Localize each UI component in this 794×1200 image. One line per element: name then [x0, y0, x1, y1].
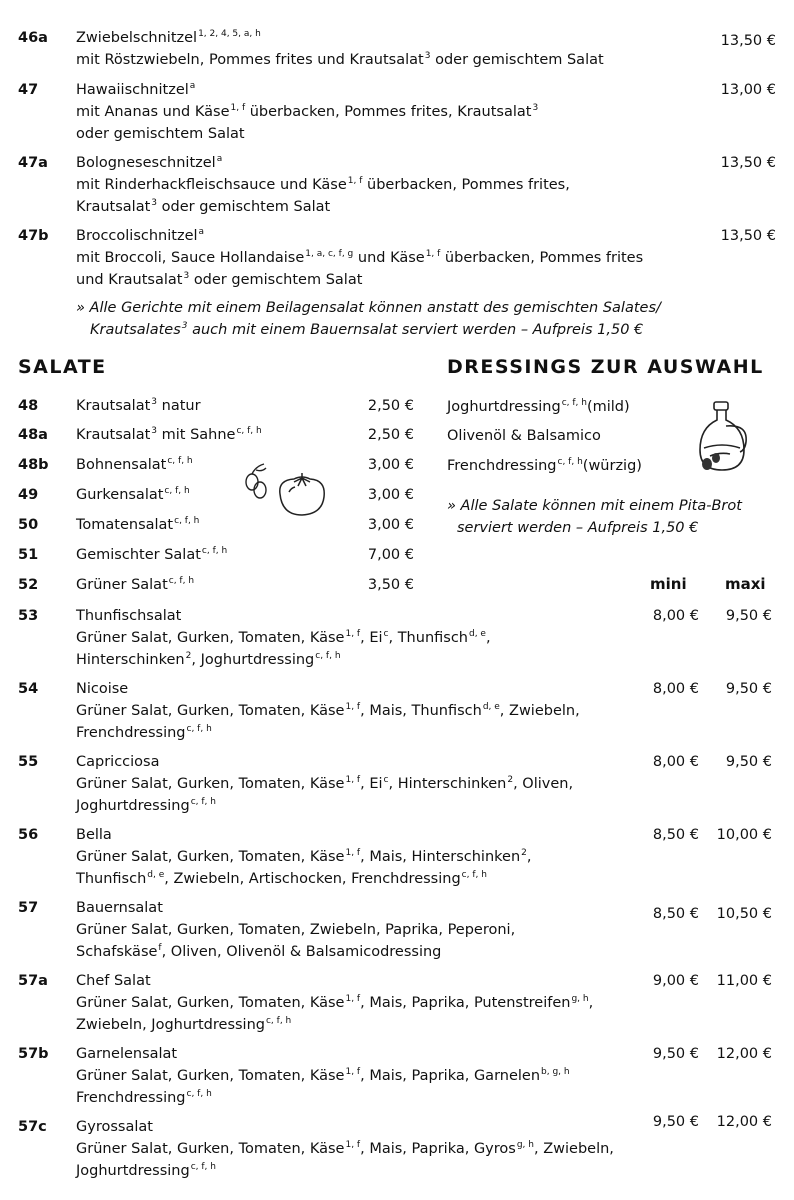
salad-name — [76, 514, 199, 536]
allergen-codes: c, f, h — [190, 1162, 216, 1172]
salad-number: 50 — [18, 517, 39, 533]
salad-price: 2,50 € — [367, 398, 414, 414]
price-mini: 8,00 € — [652, 608, 699, 624]
allergen-codes: 3 — [181, 321, 188, 331]
dish-description: mit Rinderhackfleischsauce und Käse — [76, 177, 347, 193]
dish-text — [76, 152, 570, 218]
price-maxi: 9,50 € — [725, 608, 772, 624]
allergen-codes: 1, f — [425, 249, 441, 259]
allergen-codes: 1, f — [347, 176, 363, 186]
ingredients: Frenchdressing — [76, 725, 186, 741]
ingredients: Grüner Salat, Gurken, Tomaten, Zwiebeln, Paprika, Peperoni, — [76, 922, 516, 938]
salad-name: Thunfischsalat — [76, 608, 182, 624]
allergen-codes: c, f, h — [557, 457, 583, 467]
ingredients: , Zwiebeln, — [533, 1141, 614, 1157]
list-item — [18, 424, 414, 446]
salad-text — [76, 678, 580, 744]
dish-price: 13,50 € — [720, 33, 776, 49]
ingredients: Grüner Salat, Gurken, Tomaten, Käse — [76, 849, 345, 865]
mini-label: mini — [650, 575, 687, 593]
list-item — [18, 574, 414, 596]
salad-number: 55 — [18, 754, 39, 770]
salad-name-text: Krautsalat — [76, 398, 151, 414]
salad-name — [76, 544, 227, 566]
allergen-codes: 1, f — [345, 994, 361, 1004]
tomato-icon — [272, 470, 332, 520]
salad-name — [76, 395, 201, 417]
salad-text — [76, 605, 491, 671]
list-item — [447, 455, 642, 477]
salad-number: 48a — [18, 427, 48, 443]
allergen-codes: g, h — [571, 994, 589, 1004]
ingredients: , — [526, 849, 532, 865]
allergen-codes: c, f, h — [168, 576, 195, 586]
list-item — [447, 396, 630, 418]
price-maxi: 10,50 € — [716, 906, 772, 922]
salad-number: 56 — [18, 827, 39, 843]
ingredients: , Joghurtdressing — [191, 652, 315, 668]
salad-name: Bauernsalat — [76, 900, 163, 916]
ingredients: Schafskäse — [76, 944, 158, 960]
dressing-note: (mild) — [586, 399, 630, 415]
allergen-codes: c, f, h — [186, 1089, 212, 1099]
dish-description: mit Broccoli, Sauce Hollandaise — [76, 250, 305, 266]
list-item — [18, 454, 414, 476]
ingredients: Joghurtdressing — [76, 1163, 190, 1179]
salad-number: 52 — [18, 577, 39, 593]
dish-name: Hawaiischnitzel — [76, 82, 189, 98]
allergen-codes: 2 — [185, 651, 192, 661]
salad-name-text: Tomatensalat — [76, 517, 174, 533]
allergen-codes: 3 — [424, 51, 431, 61]
salad-number: 48 — [18, 398, 39, 414]
dish-price: 13,50 € — [720, 228, 776, 244]
dressing-name: Frenchdressing — [447, 458, 557, 474]
salad-number: 53 — [18, 608, 39, 624]
salad-price: 3,00 € — [367, 457, 414, 473]
allergen-codes: c, f, h — [561, 398, 587, 408]
ingredients: , Oliven, Olivenöl & Balsamicodressing — [161, 944, 442, 960]
salad-name: Capricciosa — [76, 754, 160, 770]
salad-text — [76, 824, 531, 890]
ingredients: Grüner Salat, Gurken, Tomaten, Käse — [76, 995, 345, 1011]
dish-number: 47b — [18, 228, 49, 244]
salad-number: 51 — [18, 547, 39, 563]
note-line: serviert werden – Aufpreis 1,50 € — [457, 520, 699, 536]
ingredients: , — [485, 630, 491, 646]
price-maxi: 9,50 € — [725, 681, 772, 697]
note-line: » Alle Salate können mit einem Pita-Brot — [447, 498, 742, 514]
salad-price: 2,50 € — [367, 427, 414, 443]
oil-bottle-icon — [690, 398, 754, 476]
ingredients: , Mais, Hinterschinken — [360, 849, 521, 865]
allergen-codes: 1, a, c, f, g — [305, 249, 354, 259]
price-maxi: 10,00 € — [716, 827, 772, 843]
salad-name-text: Krautsalat — [76, 427, 151, 443]
allergen-codes: 3 — [532, 103, 539, 113]
dressing-note: (würzig) — [582, 458, 642, 474]
allergen-codes: c, f, h — [461, 870, 487, 880]
allergen-codes: c, f, h — [167, 456, 193, 466]
salad-number: 57 — [18, 900, 39, 916]
salad-number: 49 — [18, 487, 39, 503]
note-line — [90, 319, 643, 341]
dressing-name: Joghurtdressing — [447, 399, 561, 415]
dish-description: oder gemischtem Salat — [161, 199, 331, 215]
ingredients: Hinterschinken — [76, 652, 185, 668]
allergen-codes: 1, f — [345, 1067, 361, 1077]
price-maxi: 12,00 € — [716, 1046, 772, 1062]
ingredients: , Ei — [360, 630, 383, 646]
dish-description: mit Röstzwiebeln, Pommes frites und Krautsalat — [76, 52, 424, 68]
allergen-codes: a — [198, 227, 205, 237]
dish-price: 13,00 € — [720, 82, 776, 98]
allergen-codes: c, f, h — [315, 651, 341, 661]
dish-description: überbacken, Pommes frites, — [367, 177, 570, 193]
salad-text — [76, 1043, 570, 1109]
salad-name: Nicoise — [76, 681, 129, 697]
ingredients: , Zwiebeln, — [499, 703, 580, 719]
ingredients: , Zwiebeln, Artischocken, Frenchdressing — [164, 871, 461, 887]
price-mini: 9,50 € — [652, 1114, 699, 1130]
salad-name-text: Gurkensalat — [76, 487, 164, 503]
dish-description: und Krautsalat — [76, 272, 183, 288]
allergen-codes: c, f, h — [190, 797, 216, 807]
allergen-codes: 3 — [151, 397, 158, 407]
salad-price: 3,00 € — [367, 487, 414, 503]
list-item — [18, 395, 414, 417]
salad-name — [76, 484, 190, 506]
allergen-codes: 1, f — [345, 775, 361, 785]
price-maxi: 11,00 € — [716, 973, 772, 989]
price-mini: 8,00 € — [652, 754, 699, 770]
ingredients: , Mais, Paprika, Putenstreifen — [360, 995, 571, 1011]
price-mini: 9,50 € — [652, 1046, 699, 1062]
ingredients: Grüner Salat, Gurken, Tomaten, Käse — [76, 630, 345, 646]
salad-number: 54 — [18, 681, 39, 697]
allergen-codes: d, e — [468, 629, 486, 639]
price-mini: 8,00 € — [652, 681, 699, 697]
salad-name-text: Gemischter Salat — [76, 547, 201, 563]
dish-description: und Käse — [357, 250, 425, 266]
ingredients: , — [588, 995, 594, 1011]
dish-number: 47 — [18, 82, 39, 98]
allergen-codes: c — [383, 629, 389, 639]
dish-description: überbacken, Pommes frites, Krautsalat — [249, 104, 532, 120]
ingredients: Thunfisch — [76, 871, 147, 887]
allergen-codes: 1, f — [345, 629, 361, 639]
salate-heading: SALATE — [18, 356, 107, 378]
list-item — [18, 514, 414, 536]
allergen-codes: c, f, h — [201, 546, 228, 556]
allergen-codes: d, e — [482, 702, 500, 712]
salad-price: 7,00 € — [367, 547, 414, 563]
price-maxi: 12,00 € — [716, 1114, 772, 1130]
dish-name: Bologneseschnitzel — [76, 155, 216, 171]
allergen-codes: 3 — [151, 426, 158, 436]
allergen-codes: b, g, h — [541, 1067, 570, 1077]
salad-name: Gyrossalat — [76, 1119, 153, 1135]
ingredients: Joghurtdressing — [76, 798, 190, 814]
note-line: » Alle Gerichte mit einem Beilagensalat können anstatt des gemischten Salates/ — [76, 300, 661, 316]
allergen-codes: c, f, h — [236, 426, 262, 436]
dish-description: oder gemischtem Salat — [193, 272, 363, 288]
allergen-codes: g, h — [516, 1140, 534, 1150]
dish-text — [76, 225, 643, 291]
ingredients: , Ei — [360, 776, 383, 792]
salad-number: 57a — [18, 973, 48, 989]
dish-number: 46a — [18, 30, 48, 46]
note-text: Krautsalates — [90, 322, 181, 338]
price-mini: 8,50 € — [652, 906, 699, 922]
dish-description: oder gemischtem Salat — [435, 52, 604, 68]
dish-text — [76, 79, 538, 145]
dressing-name: Olivenöl & Balsamico — [447, 428, 601, 444]
price-maxi: 9,50 € — [725, 754, 772, 770]
dish-description: Krautsalat — [76, 199, 151, 215]
allergen-codes: c, f, h — [186, 724, 212, 734]
salad-text — [76, 1116, 614, 1182]
salad-price: 3,50 € — [367, 577, 414, 593]
ingredients: , Mais, Paprika, Gyros — [360, 1141, 516, 1157]
ingredients: , Hinterschinken — [388, 776, 507, 792]
dish-number: 47a — [18, 155, 48, 171]
allergen-codes: 1, f — [230, 103, 246, 113]
allergen-codes: f — [158, 943, 162, 953]
salad-number: 57c — [18, 1119, 47, 1135]
maxi-label: maxi — [725, 575, 766, 593]
allergen-codes: 3 — [151, 198, 158, 208]
salad-number: 57b — [18, 1046, 49, 1062]
ingredients: Grüner Salat, Gurken, Tomaten, Käse — [76, 703, 345, 719]
allergen-codes: c, f, h — [174, 516, 200, 526]
salad-name: Chef Salat — [76, 973, 151, 989]
list-item — [447, 425, 601, 447]
ingredients: , Thunfisch — [388, 630, 468, 646]
allergen-codes: c — [383, 775, 389, 785]
ingredients: Frenchdressing — [76, 1090, 186, 1106]
allergen-codes: 1, f — [345, 848, 361, 858]
list-item — [18, 544, 414, 566]
salad-name-suffix: mit Sahne — [161, 427, 236, 443]
allergen-codes: 2 — [507, 775, 514, 785]
dressings-heading: DRESSINGS ZUR AUSWAHL — [447, 356, 764, 378]
dish-description: überbacken, Pommes frites — [444, 250, 644, 266]
ingredients: , Mais, Thunfisch — [360, 703, 482, 719]
dish-text — [76, 27, 604, 71]
note-text: auch mit einem Bauernsalat serviert werden – Aufpreis 1,50 € — [192, 322, 644, 338]
allergen-codes: 1, f — [345, 702, 361, 712]
salad-name: Bella — [76, 827, 112, 843]
salad-name — [76, 424, 262, 446]
allergen-codes: 3 — [183, 271, 190, 281]
allergen-codes: 1, 2, 4, 5, a, h — [198, 29, 261, 39]
price-mini: 8,50 € — [652, 827, 699, 843]
salad-text — [76, 970, 593, 1036]
salad-name: Garnelensalat — [76, 1046, 178, 1062]
allergen-codes: d, e — [147, 870, 165, 880]
salad-name-suffix: natur — [161, 398, 201, 414]
salad-text — [76, 897, 515, 963]
ingredients: Grüner Salat, Gurken, Tomaten, Käse — [76, 776, 345, 792]
allergen-codes: a — [216, 154, 223, 164]
salad-name — [76, 454, 193, 476]
salad-name-text: Grüner Salat — [76, 577, 168, 593]
dish-price: 13,50 € — [720, 155, 776, 171]
allergen-codes: c, f, h — [164, 486, 190, 496]
ingredients: Grüner Salat, Gurken, Tomaten, Käse — [76, 1141, 345, 1157]
dish-name: Zwiebelschnitzel — [76, 30, 198, 46]
allergen-codes: c, f, h — [265, 1016, 292, 1026]
allergen-codes: 2 — [521, 848, 527, 858]
salad-price: 3,00 € — [367, 517, 414, 533]
dish-name: Broccolischnitzel — [76, 228, 198, 244]
salad-name — [76, 574, 194, 596]
salad-text — [76, 751, 573, 817]
allergen-codes: 1, f — [345, 1140, 361, 1150]
allergen-codes: a — [189, 81, 196, 91]
dish-description: mit Ananas und Käse — [76, 104, 230, 120]
ingredients: Zwiebeln, Joghurtdressing — [76, 1017, 265, 1033]
ingredients: , Oliven, — [513, 776, 574, 792]
ingredients: , Mais, Paprika, Garnelen — [360, 1068, 541, 1084]
dish-description: oder gemischtem Salat — [76, 126, 245, 142]
salad-number: 48b — [18, 457, 49, 473]
list-item — [18, 484, 414, 506]
price-mini: 9,00 € — [652, 973, 699, 989]
salad-name-text: Bohnensalat — [76, 457, 167, 473]
ingredients: Grüner Salat, Gurken, Tomaten, Käse — [76, 1068, 345, 1084]
